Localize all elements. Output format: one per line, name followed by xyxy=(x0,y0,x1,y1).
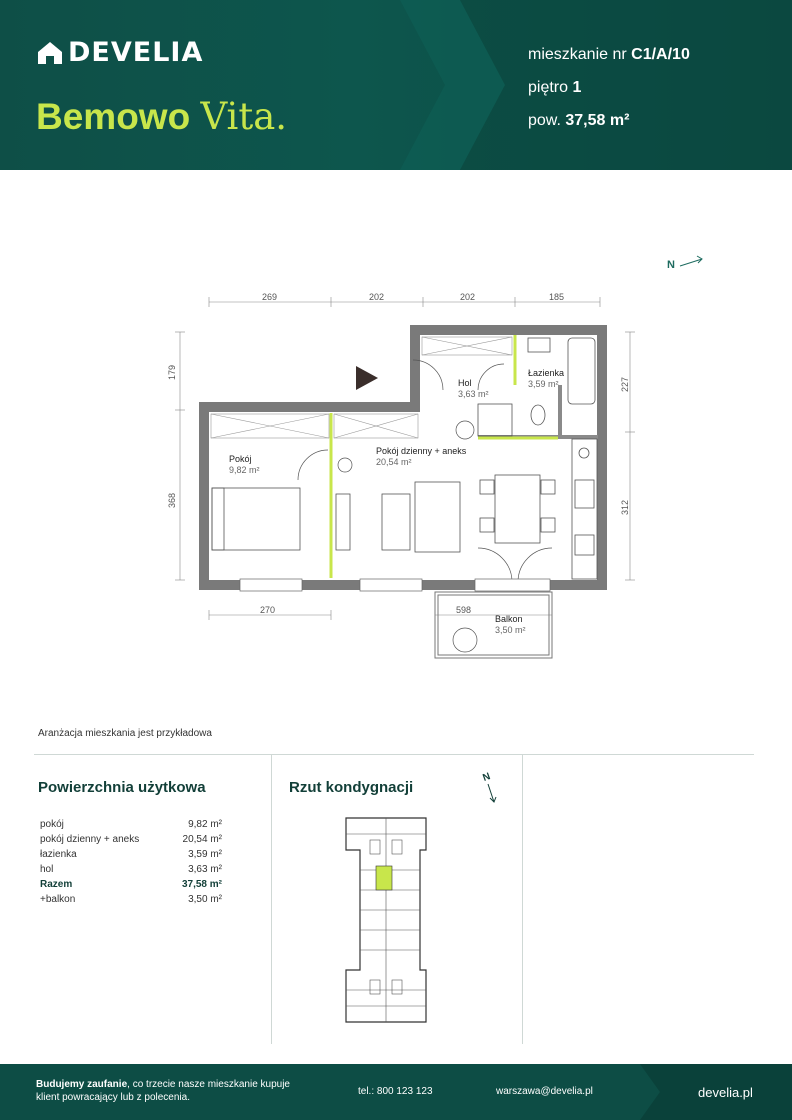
area-balcony-row xyxy=(40,892,222,907)
bed-furniture xyxy=(212,488,300,550)
layout-disclaimer: Aranżacja mieszkania jest przykładowa xyxy=(38,728,212,739)
balcony xyxy=(435,592,552,658)
footer-bar xyxy=(0,1064,792,1120)
building-keyplan xyxy=(330,810,450,1030)
keyplan-north-arrow-icon xyxy=(484,782,500,804)
area-total-label: Razem xyxy=(40,879,73,890)
area-row xyxy=(40,847,222,862)
column-divider-2 xyxy=(522,754,523,1044)
room-area-pokoj-dzienny: 20,54 m² xyxy=(376,457,412,467)
dim-right-top: 227 xyxy=(620,376,630,392)
compass-north-label: N xyxy=(667,259,675,271)
footer-trust-rest: , co trzecie nasze mieszkanie kupuje klient powracający lub z polecenia. xyxy=(36,1079,290,1103)
area-value: 37,58 m² xyxy=(565,112,630,129)
develia-logo[interactable] xyxy=(38,37,203,68)
project-name xyxy=(36,95,287,138)
area-row xyxy=(40,817,222,832)
room-area-lazienka: 3,59 m² xyxy=(528,379,559,389)
area-row-label: hol xyxy=(40,864,54,875)
area-total-value: 37,58 m² xyxy=(181,879,222,890)
footer-trust-bold: Budujemy zaufanie xyxy=(36,1079,128,1090)
usable-area-table xyxy=(40,817,222,907)
dining-set xyxy=(336,475,555,552)
brand-name: DEVELIA xyxy=(68,37,204,68)
dim-top-4: 185 xyxy=(549,292,565,302)
footer-website-link[interactable]: develia.pl xyxy=(698,1085,753,1100)
dim-top-1: 269 xyxy=(262,292,278,302)
flat-label: mieszkanie nr xyxy=(528,46,627,63)
interior-walls xyxy=(478,385,598,439)
keyplan-highlighted-flat xyxy=(376,866,392,890)
room-name-pokoj-dzienny: Pokój dzienny + aneks xyxy=(376,446,467,456)
kitchen-counter xyxy=(572,439,597,579)
keyplan-north-label: N xyxy=(481,771,492,784)
room-area-hol: 3,63 m² xyxy=(458,389,489,399)
floor-label: piętro xyxy=(528,79,569,96)
header-banner xyxy=(0,0,792,170)
area-row-label: pokój dzienny + aneks xyxy=(40,834,140,845)
floor-plan xyxy=(160,250,660,670)
area-line xyxy=(528,104,690,137)
keyplan-title: Rzut kondygnacji xyxy=(289,779,414,796)
footer-phone-link[interactable]: tel.: 800 123 123 xyxy=(358,1086,433,1097)
project-name-serif: Vita. xyxy=(200,95,288,138)
dim-left-top: 179 xyxy=(167,364,177,380)
dim-left-main: 368 xyxy=(167,492,177,508)
footer-trust-text xyxy=(36,1078,296,1104)
project-name-main: Bemowo xyxy=(36,96,191,137)
dim-bottom-balcony: 598 xyxy=(456,605,472,615)
room-name-balkon: Balkon xyxy=(495,614,523,624)
develia-house-icon xyxy=(38,42,62,64)
section-divider xyxy=(34,754,754,755)
floor-line xyxy=(528,71,690,104)
footer-email-link[interactable]: warszawa@develia.pl xyxy=(496,1086,593,1097)
area-row-value: 9,82 m² xyxy=(188,819,222,830)
area-balcony-value: 3,50 m² xyxy=(188,894,222,905)
dim-top-2: 202 xyxy=(369,292,385,302)
room-name-hol: Hol xyxy=(458,378,472,388)
area-row-value: 3,63 m² xyxy=(188,864,222,875)
area-total-row xyxy=(40,877,222,892)
area-row xyxy=(40,862,222,877)
usable-area-title: Powierzchnia użytkowa xyxy=(38,779,206,796)
area-row-value: 20,54 m² xyxy=(182,834,222,845)
room-area-balkon: 3,50 m² xyxy=(495,625,526,635)
flat-number: C1/A/10 xyxy=(631,46,690,63)
floor-number: 1 xyxy=(572,79,582,96)
area-balcony-label: +balkon xyxy=(40,894,76,905)
room-area-pokoj: 9,82 m² xyxy=(229,465,260,475)
dim-top-3: 202 xyxy=(460,292,476,302)
column-divider-1 xyxy=(271,754,272,1044)
room-name-pokoj: Pokój xyxy=(229,454,252,464)
entrance-marker-icon xyxy=(356,366,378,390)
area-row-label: pokój xyxy=(40,819,64,830)
area-row-label: łazienka xyxy=(40,849,77,860)
area-label: pow. xyxy=(528,112,561,129)
area-row-value: 3,59 m² xyxy=(188,849,222,860)
area-row xyxy=(40,832,222,847)
flat-info xyxy=(528,38,690,137)
room-name-lazienka: Łazienka xyxy=(528,368,565,378)
flat-number-line xyxy=(528,38,690,71)
dim-bottom-left: 270 xyxy=(260,605,276,615)
dim-right-main: 312 xyxy=(620,499,630,515)
bottom-windows xyxy=(240,579,550,591)
